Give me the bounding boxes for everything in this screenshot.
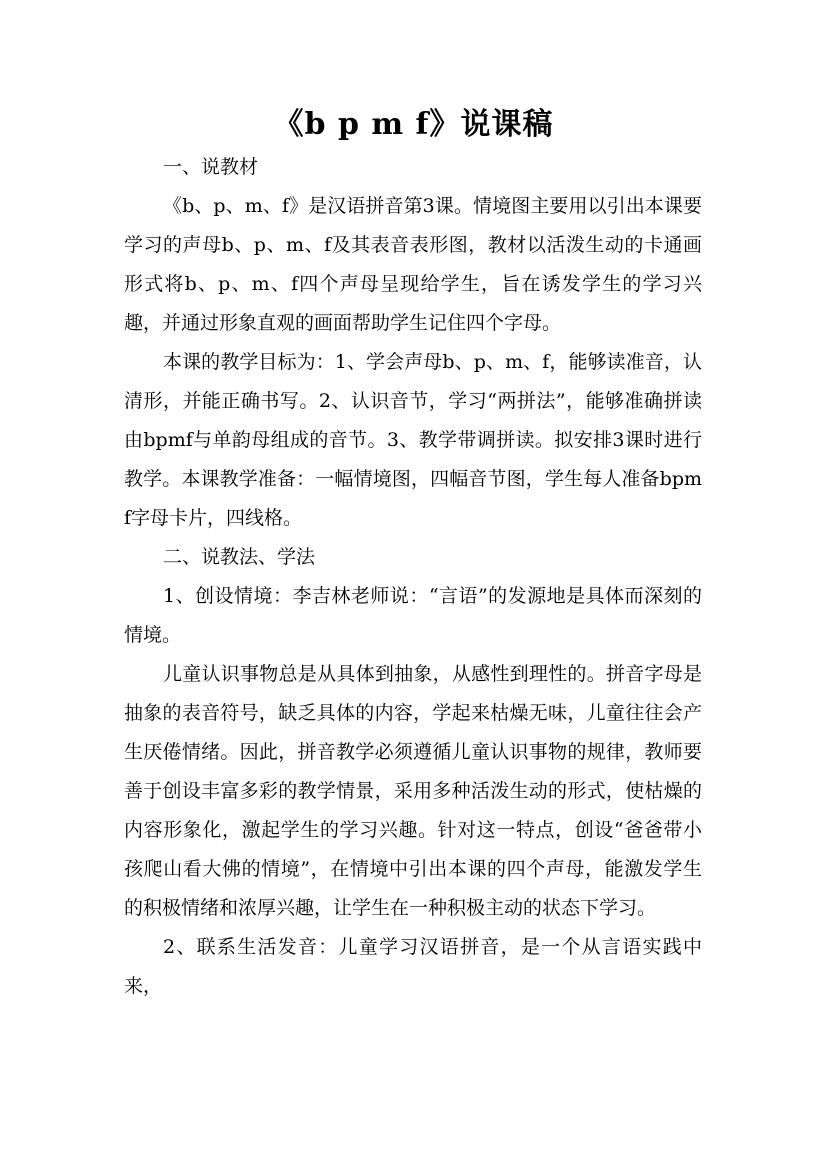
document-title: 《b p m f》说课稿 — [273, 107, 554, 142]
document-body — [124, 148, 702, 1006]
paragraph: 本课的教学目标为：1、学会声母b、p、m、f，能够读准音，认清形，并能正确书写。2、认识音节，学习“两拼法”，能够准确拼读由bpmf与单韵母组成的音节。3、教学带调拼读。拟安排3课时进行教学。本课教学准备：一幅情境图，四幅音节图，学生每人准备bpmf字母卡片，四线格。 — [124, 351, 702, 529]
paragraph: 2、联系生活发音：儿童学习汉语拼音，是一个从言语实践中来， — [124, 936, 702, 997]
paragraph: 儿童认识事物总是从具体到抽象，从感性到理性的。拼音字母是抽象的表音符号，缺乏具体的内容，学起来枯燥无味，儿童往往会产生厌倦情绪。因此，拼音教学必须遵循儿童认识事物的规律，教师要善于创设丰富多彩的教学情景，采用多种活泼生动的形式，使枯燥的内容形象化，激起学生的学习兴趣。针对这一特点，创设“爸爸带小孩爬山看大佛的情境”，在情境中引出本课的四个声母，能激发学生的积极情绪和浓厚兴趣，让学生在一种积极主动的状态下学习。 — [124, 663, 702, 919]
section-heading: 二、说教法、学法 — [163, 546, 316, 568]
section-heading: 一、说教材 — [163, 156, 259, 178]
paragraph: 1、创设情境：李吉林老师说：“言语”的发源地是具体而深刻的情境。 — [124, 585, 702, 646]
paragraph: 《b、p、m、f》是汉语拼音第3课。情境图主要用以引出本课要学习的声母b、p、m、f及其表音表形图，教材以活泼生动的卡通画形式将b、p、m、f四个声母呈现给学生，旨在诱发学生的学习兴趣，并通过形象直观的画面帮助学生记住四个字母。 — [124, 195, 702, 334]
